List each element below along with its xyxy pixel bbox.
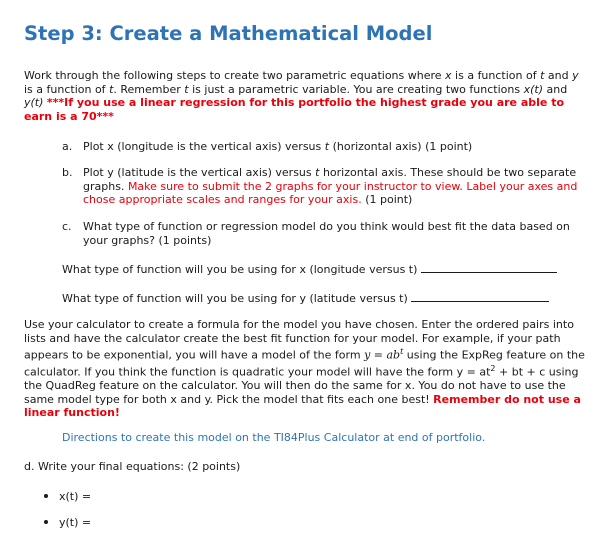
question-text: What type of function will you be using for x (longitude versus t) <box>62 263 418 276</box>
var-t: t <box>315 166 320 179</box>
step-c <box>62 220 587 247</box>
step-text: (1 point) <box>361 193 413 206</box>
question-x-function <box>62 263 557 277</box>
var-yt: y(t) <box>24 96 44 109</box>
intro-text: is a function of <box>451 69 541 82</box>
step-text: What type of function or regression model do you think would best fit the data based on your graphs? (1 points) <box>83 220 570 247</box>
step-text: horizontal axis. These should be two separate graphs. <box>83 166 577 193</box>
var-t: t <box>109 82 114 96</box>
question-y-function <box>62 292 549 306</box>
question-text: What type of function will you be using for y (latitude versus t) <box>62 292 408 305</box>
intro-text: is just a parametric variable. You are creating two functions <box>188 82 524 96</box>
step-text: (horizontal axis) (1 point) <box>329 140 473 153</box>
graph-submit-note: Make sure to submit the 2 graphs for your instructor to view. Label your axes and chose appropriate scales and ranges for your axis. <box>83 179 578 206</box>
exp-model-exponent: t <box>400 347 404 356</box>
final-y-equation <box>44 516 91 530</box>
final-x-equation <box>44 490 91 504</box>
step-b <box>62 166 587 207</box>
calc-text: using the ExpReg feature on the calculator. If you think the function is quadratic your model will have the form y = at <box>24 348 585 379</box>
var-y: y <box>572 69 579 82</box>
step-a <box>62 140 587 154</box>
calc-text: + bt + c using the QuadReg feature on the calculator. You will then do the same for x. You do not have to use the same model type for both x and y. Pick the model that fits each one best! <box>24 365 579 406</box>
intro-text: and <box>544 69 573 82</box>
intro-text: and <box>542 82 568 96</box>
directions-link[interactable]: Directions to create this model on the TI84Plus Calculator at end of portfolio. <box>62 431 486 444</box>
quad-exponent: 2 <box>490 364 496 374</box>
y-equation-label: y(t) = <box>59 516 92 529</box>
var-t: t <box>324 140 330 153</box>
var-t: t <box>540 69 545 82</box>
step-letter: c. <box>62 220 72 233</box>
var-x: x <box>445 69 452 82</box>
bullet-icon <box>44 520 48 524</box>
intro-text: is a function of <box>24 82 110 96</box>
x-equation-label: x(t) = <box>59 490 92 503</box>
var-t: t <box>184 82 189 96</box>
var-xt: x(t) <box>523 82 543 96</box>
calc-text: Use your calculator to create a formula for the model you have chosen. Enter the ordered pairs into lists and have the calculator create the best fit function for your model. For example, if your path appears to be exponential, you will have a model of the form <box>24 318 574 362</box>
answer-line-x[interactable] <box>421 263 557 273</box>
answer-line-y[interactable] <box>411 292 549 302</box>
calculator-paragraph <box>24 318 590 420</box>
intro-text: Work through the following steps to create two parametric equations where <box>24 69 446 82</box>
intro-text: . Remember <box>113 82 185 96</box>
step-letter: b. <box>62 166 73 179</box>
final-equations-heading: d. Write your final equations: (2 points) <box>24 460 241 473</box>
linear-regression-warning: ***If you use a linear regression for this portfolio the highest grade you are able to earn is a 70*** <box>24 96 565 123</box>
page-title: Step 3: Create a Mathematical Model <box>24 22 433 45</box>
step-text: Plot x (longitude is the vertical axis) versus <box>83 140 325 153</box>
step-text: Plot y (latitude is the vertical axis) versus <box>83 166 316 179</box>
bullet-icon <box>44 494 48 498</box>
exp-model-form: y = ab <box>364 348 401 362</box>
step-letter: a. <box>62 140 73 153</box>
intro-paragraph <box>24 69 589 123</box>
no-linear-warning: Remember do not use a linear function! <box>24 392 581 420</box>
